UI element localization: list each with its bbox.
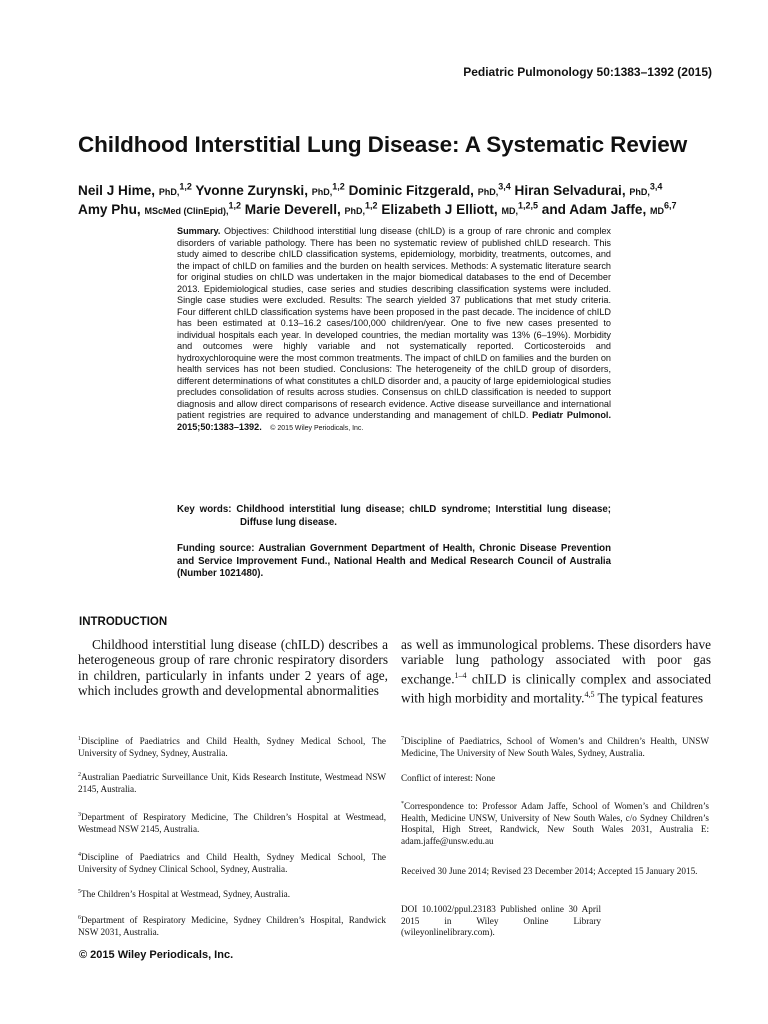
citation-ref[interactable]: 4,5 xyxy=(584,689,595,699)
author: Marie Deverell, PhD,$^{1,2}$ xyxy=(244,200,378,217)
author-list xyxy=(78,182,728,220)
keywords xyxy=(177,503,611,529)
journal-citation: Pediatric Pulmonology 50:1383–1392 (2015) xyxy=(463,65,712,79)
author: Hiran Selvadurai, PhD,$^{3,4}$ xyxy=(514,181,663,198)
intro-paragraph-left: Childhood interstitial lung disease (chILD) describes a heterogeneous group of rare chronic respiratory disorders in children, particularly in infants under 2 years of age, which includes growth and developmental abnormalities xyxy=(78,637,388,699)
author: Elizabeth J Elliott, MD,$^{1,2,5}$ xyxy=(381,200,538,217)
abstract-text: Objectives: Childhood interstitial lung disease (chILD) is a group of rare chronic and complex disorders of variable pathology. There has been no systematic review of published chILD research. This study aimed to describe chILD classification systems, epidemiology, morbidity, treatments, outcomes, and the impact of chILD on families and the burden on health services. Methods: A systematic literature search for original studies on chILD was undertaken in the major biomedical databases to the end of December 2013. Epidemiological studies, case series and studies describing classification systems were included. Single case studies were excluded. Results: The search yielded 37 publications that met study criteria. Four different chILD classification systems have been proposed in the past decade. The incidence of chILD has been estimated at 0.13–16.2 cases/100,000 children/year. One to five new cases presented to individual hospitals each year. In developed countries, the median mortality was 13% (6–19%). Morbidity and outcomes were highly variable and not systematically reported. Corticosteroids and hydroxychloroquine were the most common treatments. The impact of chILD on families and the burden on health services has not been studied. Conclusions: The heterogeneity of the chILD group of disorders, different determinations of what constitutes a chILD disorder and, a paucity of large epidemiological studies precludes consolidation of results across studies. Consensus on chILD classification is needed to support diagnosis and allow direct comparisons of research evidence. Active disease surveillance and international patient registries are required to advance understanding and management of chILD. xyxy=(177,226,611,420)
keywords-label: Key words: xyxy=(177,504,232,515)
footnote: $^1$Discipline of Paediatrics and Child Health, Sydney Medical School, The University of Sydney, Sydney, Australia. xyxy=(78,736,386,758)
correspondence-note: *Correspondence to: Professor Adam Jaffe, School of Women’s and Children’s Health, Medicine UNSW, University of New South Wales, c/o Sydney Children’s Hospital, High Street, Randwick, New South Wales 2031, Australia E: adam.jaffe@unsw.edu.au xyxy=(401,801,709,846)
funding-label: Funding source: xyxy=(177,543,255,554)
page-copyright: © 2015 Wiley Periodicals, Inc. xyxy=(79,949,234,961)
abstract-label: Summary. xyxy=(177,226,221,236)
funding-text: Australian Government Department of Health, Chronic Disease Prevention and Service Improvement Fund., National Health and Medical Research Council of Australia (Number 1021480). xyxy=(177,543,611,579)
footnote: $^4$Discipline of Paediatrics and Child Health, Sydney Medical School, The University of Sydney Clinical School, Sydney, Australia. xyxy=(78,852,386,874)
doi-info: DOI 10.1002/ppul.23183 Published online 30 April 2015 in Wiley Online Library (wileyonlinelibrary.com). xyxy=(401,904,601,938)
abstract xyxy=(177,226,611,434)
author: Neil J Hime, PhD,$^{1,2}$ xyxy=(78,181,192,198)
abstract-citation: Pediatr Pulmonol. 2015;50:1383–1392. xyxy=(177,410,611,432)
footnote: $^6$Department of Respiratory Medicine, Sydney Children’s Hospital, Randwick NSW 2031, Australia. xyxy=(78,915,386,937)
footnote: $^7$Discipline of Paediatrics, School of Women’s and Children’s Health, UNSW Medicine, The University of New South Wales, Sydney, Australia. xyxy=(401,736,709,758)
author: Yvonne Zurynski, PhD,$^{1,2}$ xyxy=(195,181,345,198)
received-dates: Received 30 June 2014; Revised 23 December 2014; Accepted 15 January 2015. xyxy=(401,866,698,876)
citation-ref[interactable]: 1–4 xyxy=(454,670,467,680)
author: Dominic Fitzgerald, PhD,$^{3,4}$ xyxy=(348,181,511,198)
abstract-copyright: © 2015 Wiley Periodicals, Inc. xyxy=(270,424,364,432)
conflict-of-interest: Conflict of interest: None xyxy=(401,773,496,783)
footnote: $^2$Australian Paediatric Surveillance Unit, Kids Research Institute, Westmead NSW 2145, Australia. xyxy=(78,772,386,794)
funding-source xyxy=(177,543,611,581)
section-heading: INTRODUCTION xyxy=(79,616,168,628)
keywords-text: Childhood interstitial lung disease; chILD syndrome; Interstitial lung disease; Diffuse lung disease. xyxy=(236,504,611,528)
footnote: $^5$The Children’s Hospital at Westmead, Sydney, Australia. xyxy=(78,889,291,900)
article-title: Childhood Interstitial Lung Disease: A Systematic Review xyxy=(78,132,688,157)
intro-paragraph-right: as well as immunological problems. These disorders have variable lung pathology associated with poor gas exchange.$^{1-4}$ chILD is clinically complex and associated with high morbidity and mortality.$^{4,5}$ The typical features xyxy=(401,637,711,706)
author: Amy Phu, MScMed (ClinEpid),$^{1,2}$ xyxy=(78,200,241,217)
footnote: $^3$Department of Respiratory Medicine, The Children’s Hospital at Westmead, Westmead NSW 2145, Australia. xyxy=(78,812,386,834)
author: and Adam Jaffe, MD$^{6,7}$ xyxy=(541,200,677,217)
